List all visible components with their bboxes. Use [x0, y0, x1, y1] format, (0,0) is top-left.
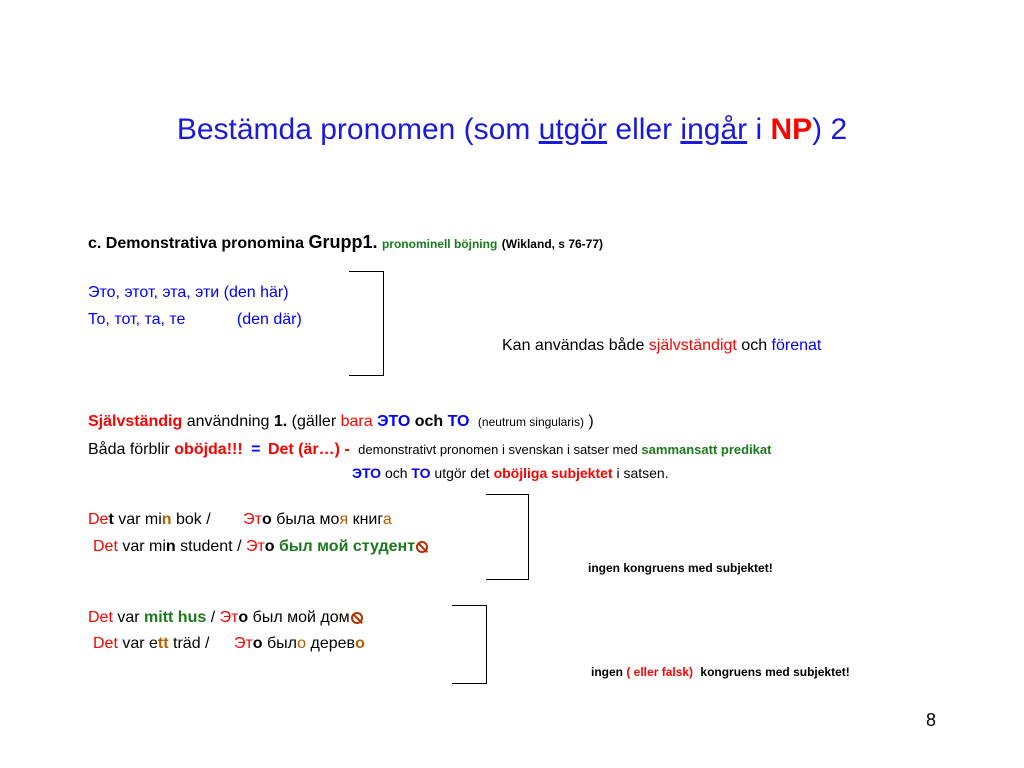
independent-label: Självständig: [88, 413, 183, 430]
text: о: [261, 511, 272, 528]
bracket-3: [452, 605, 487, 684]
text: var: [112, 609, 145, 626]
eto-word: ЭТО: [377, 413, 411, 430]
title-np: NP: [770, 113, 813, 146]
text: о: [297, 635, 307, 652]
text: användning: [182, 413, 274, 430]
text: я: [339, 511, 349, 528]
text: tt: [157, 635, 169, 652]
title-text: eller: [607, 113, 681, 146]
bracket-1: [349, 271, 384, 376]
sammansatt-predikat: sammansatt predikat: [641, 442, 772, 457]
text: Эт: [243, 511, 262, 528]
text: Båda förblir: [88, 441, 175, 458]
slide-title: [0, 113, 1024, 147]
text: n: [161, 511, 172, 528]
text: Эт: [219, 609, 239, 626]
text: /: [206, 609, 220, 626]
heading-label: c. Demonstrativa pronomina: [88, 235, 309, 252]
bara-word: bara: [340, 413, 373, 430]
text: о: [252, 635, 263, 652]
text: Эт: [245, 538, 265, 555]
neutrum-note: (neutrum singularis): [477, 415, 584, 429]
text: träd /: [168, 635, 210, 652]
text: ): [588, 413, 594, 430]
usage-forenat: förenat: [771, 337, 822, 354]
text: о: [238, 609, 249, 626]
text: ЭТО: [352, 465, 382, 481]
usage-text: Kan användas både: [502, 337, 649, 354]
pronouns-to: То, тот, та, те: [88, 311, 186, 328]
text: och: [414, 413, 444, 430]
text: mitt hus: [144, 609, 207, 626]
to-word: ТО: [447, 413, 470, 430]
prohibited-icon: [351, 612, 363, 624]
text: i satsen.: [612, 465, 669, 481]
text: был: [262, 635, 298, 652]
usage-sjalvstandigt: självständigt: [648, 337, 737, 354]
obojda-word: oböjda!!!: [174, 441, 243, 458]
text: demonstrativt pronomen i svenskan i satser med: [358, 442, 642, 457]
title-text: i: [747, 113, 771, 146]
example-line-4: [93, 635, 365, 653]
text: utgör det: [430, 465, 494, 481]
text: ingen: [591, 665, 627, 679]
note-no-or-false-agreement: [591, 665, 850, 679]
pronouns-den-dar: (den där): [236, 311, 302, 328]
text: книг: [348, 511, 383, 528]
heading-reference: (Wikland, s 76-77): [501, 237, 604, 251]
title-text: Bestämda pronomen (som: [176, 113, 539, 146]
example-line-3: [88, 609, 363, 627]
pronouns-line-1: Это, этот, эта, эти (den här): [88, 284, 289, 301]
det-ar-phrase: Det (är…) -: [267, 441, 350, 458]
text: var mi: [117, 538, 166, 555]
text: Det: [93, 635, 118, 652]
text: был мой студент: [274, 538, 416, 555]
page-number: 8: [926, 710, 937, 730]
section-heading: [88, 232, 603, 253]
text: var e: [117, 635, 158, 652]
text: t: [108, 511, 114, 528]
obojliga-subjektet: oböjliga subjektet: [493, 465, 613, 481]
text: De: [88, 511, 109, 528]
text: (gäller: [287, 413, 341, 430]
text: о: [355, 635, 365, 652]
text: а: [382, 511, 392, 528]
text: och: [381, 465, 412, 481]
usage-text: och: [736, 337, 772, 354]
equals-sign: =: [251, 441, 261, 458]
text: был мой дом: [248, 609, 350, 626]
text: была мо: [271, 511, 340, 528]
heading-group: Grupp1.: [308, 232, 378, 252]
note-no-agreement: ingen kongruens med subjektet!: [588, 561, 773, 575]
text: kongruens med subjektet!: [700, 665, 850, 679]
text: Det: [88, 609, 113, 626]
title-underlined-utgor: utgör: [538, 113, 608, 146]
text: bok /: [171, 511, 211, 528]
title-underlined-ingar: ingår: [680, 113, 748, 146]
text: n: [165, 538, 176, 555]
text: ( eller falsk): [626, 665, 694, 679]
text: Det: [93, 538, 118, 555]
text: 1.: [273, 413, 288, 430]
text: student /: [175, 538, 246, 555]
usage-line: [502, 337, 821, 355]
example-line-1: [88, 511, 392, 529]
title-text: ) 2: [812, 113, 848, 146]
pronouns-line-2: [88, 311, 302, 329]
prohibited-icon: [416, 541, 428, 553]
text: Эт: [233, 635, 253, 652]
bada-line: [88, 441, 771, 459]
text: о: [264, 538, 275, 555]
example-line-2: [93, 538, 428, 556]
eto-to-line: [352, 465, 669, 481]
heading-inflection: pronominell böjning: [381, 237, 498, 251]
bracket-2: [486, 494, 529, 580]
text: var mi: [113, 511, 162, 528]
independent-usage-line: [88, 413, 594, 431]
text: дерев: [306, 635, 356, 652]
text: ТО: [411, 465, 431, 481]
